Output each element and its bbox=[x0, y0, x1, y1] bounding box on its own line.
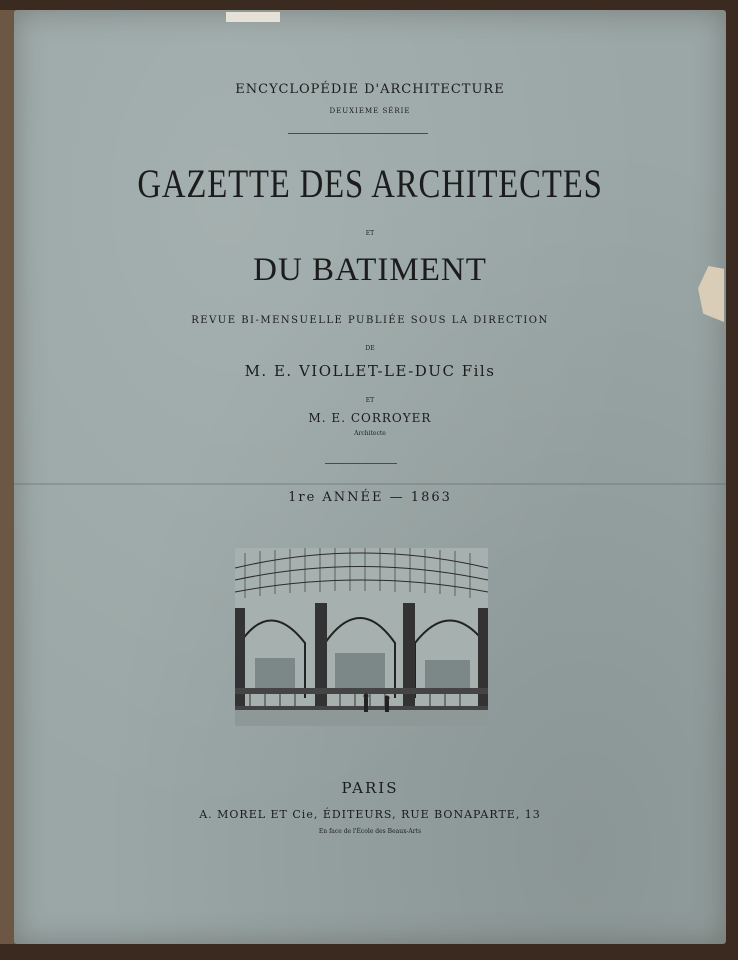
publisher: A. MOREL ET Cie, ÉDITEURS, RUE BONAPARTE, 13 bbox=[199, 808, 541, 821]
city: PARIS bbox=[341, 779, 399, 797]
divider-top bbox=[288, 133, 428, 134]
subtitle: REVUE BI-MENSUELLE PUBLIÉE SOUS LA DIRECTION bbox=[191, 315, 549, 326]
series-title: ENCYCLOPÉDIE D'ARCHITECTURE bbox=[235, 82, 505, 97]
divider-middle bbox=[325, 463, 397, 464]
main-title-line2: DU BATIMENT bbox=[253, 252, 487, 288]
architecture-engraving bbox=[235, 548, 488, 726]
director-2-role: Architecte bbox=[354, 430, 386, 437]
main-title-line1: GAZETTE DES ARCHITECTES bbox=[137, 161, 603, 206]
publisher-note: En face de l'École des Beaux-Arts bbox=[318, 828, 422, 835]
fold-line bbox=[14, 483, 726, 485]
series-subtitle: DEUXIEME SÉRIE bbox=[329, 107, 411, 115]
paper-tab bbox=[226, 12, 280, 22]
conjunction-et-1: ET bbox=[365, 230, 375, 237]
director-2: M. E. CORROYER bbox=[308, 411, 432, 425]
conjunction-et-2: ET bbox=[365, 397, 375, 404]
director-1: M. E. VIOLLET-LE-DUC Fils bbox=[244, 362, 496, 380]
conjunction-de: DE bbox=[365, 345, 375, 352]
cover-page bbox=[14, 10, 726, 944]
year-line: 1re ANNÉE — 1863 bbox=[288, 490, 452, 505]
